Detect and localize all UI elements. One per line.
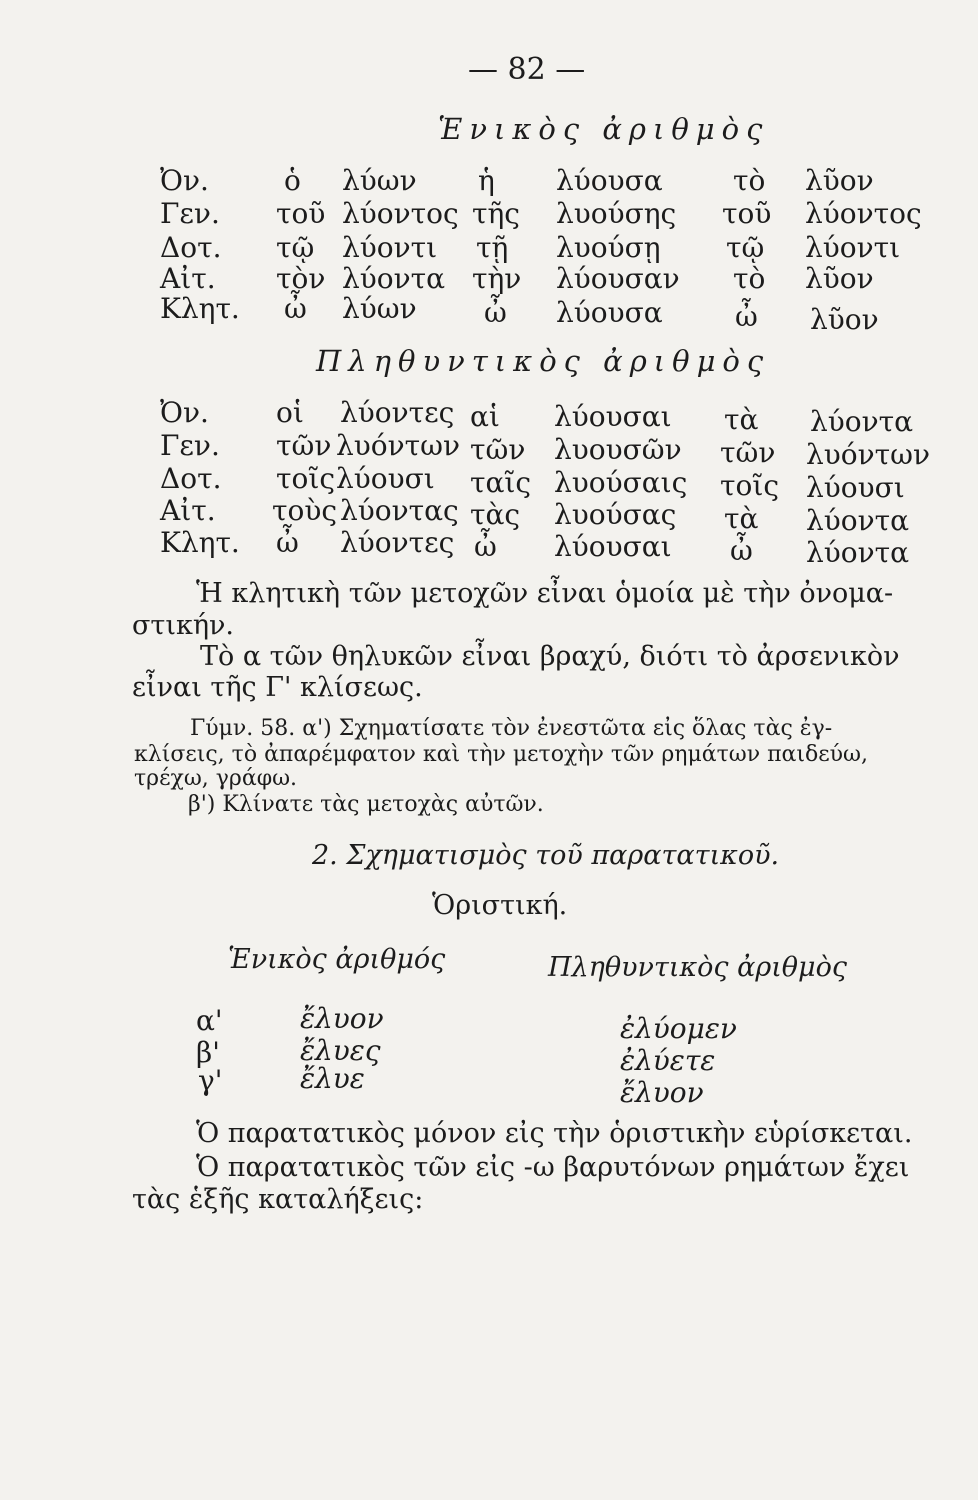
mood-title: Ὁριστική. xyxy=(432,890,568,921)
article: ἡ xyxy=(478,164,495,197)
page-number: — 82 — xyxy=(468,52,586,87)
article: ὦ xyxy=(284,292,307,325)
feminine-form: λύουσαι xyxy=(554,530,672,563)
article: ὁ xyxy=(284,164,301,197)
article: τοῖς xyxy=(720,469,780,502)
article: τῶν xyxy=(276,429,332,462)
article: ὦ xyxy=(735,300,758,333)
article: τὰς xyxy=(470,498,521,531)
exercise-line: Γύμν. 58. α') Σχηματίσατε τὸν ἐνεστῶτα εἰς ὅλας τὰς ἐγ- xyxy=(190,716,833,741)
singular-form: ἔλυες xyxy=(300,1034,381,1067)
article: τῷ xyxy=(726,231,765,264)
neuter-form: λύοντα xyxy=(806,504,910,537)
article: τὰ xyxy=(724,403,759,436)
masculine-form: λύοντας xyxy=(340,494,459,527)
article: αἱ xyxy=(470,400,500,433)
plural-form: ἐλύομεν xyxy=(620,1012,737,1045)
article: ὦ xyxy=(730,534,753,567)
singular-form: ἔλυε xyxy=(300,1062,365,1095)
feminine-form: λυούσας xyxy=(554,498,677,531)
article: τοὺς xyxy=(272,494,338,527)
article: ὦ xyxy=(484,296,507,329)
footer-line: Ὁ παρατατικὸς μόνον εἰς τὴν ὁριστικὴν εὑρίσκεται. xyxy=(196,1118,913,1149)
feminine-form: λύουσα xyxy=(556,164,663,197)
neuter-form: λῦον xyxy=(810,303,879,336)
case-label: Αἰτ. xyxy=(160,494,216,527)
note-paragraph-1: Ἡ κλητικὴ τῶν μετοχῶν εἶναι ὁμοία μὲ τὴν ὀνομα- xyxy=(196,578,894,609)
plural-subheading: Πληθυντικὸς ἀριθμὸς xyxy=(548,952,847,983)
neuter-form: λύοντα xyxy=(806,536,910,569)
article: ταῖς xyxy=(470,466,532,499)
person-label: γ' xyxy=(198,1064,223,1097)
exercise-line: κλίσεις, τὸ ἀπαρέμφατον καὶ τὴν μετοχὴν τῶν ρημάτων παιδεύω, xyxy=(134,742,868,767)
feminine-form: λυούσῃ xyxy=(556,231,661,264)
exercise-line: β') Κλίνατε τὰς μετοχὰς αὐτῶν. xyxy=(188,792,544,817)
article: τὴν xyxy=(472,262,522,295)
singular-subheading: Ἑνικὸς ἀριθμός xyxy=(228,944,446,975)
case-label: Ὀν. xyxy=(160,396,209,429)
section-title: 2. Σχηματισμὸς τοῦ παρατατικοῦ. xyxy=(312,840,780,871)
article: τῇ xyxy=(476,231,509,264)
note-paragraph-2-cont: εἶναι τῆς Γ' κλίσεως. xyxy=(132,672,423,703)
exercise-line: τρέχω, γράφω. xyxy=(134,766,298,791)
article: τοῦ xyxy=(722,197,772,230)
footer-line: τὰς ἑξῆς καταλήξεις: xyxy=(132,1184,424,1215)
article: τῆς xyxy=(472,197,520,230)
masculine-form: λυόντων xyxy=(336,429,460,462)
case-label: Αἰτ. xyxy=(160,262,216,295)
neuter-form: λύουσι xyxy=(806,471,905,504)
neuter-form: λύοντος xyxy=(805,197,922,230)
article: τὸν xyxy=(276,262,326,295)
neuter-form: λύοντι xyxy=(805,231,901,264)
article: οἱ xyxy=(276,396,304,429)
article: τοῦ xyxy=(276,197,326,230)
feminine-form: λύουσαν xyxy=(556,262,680,295)
article: ὦ xyxy=(474,530,497,563)
feminine-form: λύουσαι xyxy=(554,400,672,433)
masculine-form: λύοντες xyxy=(340,526,455,559)
masculine-form: λύοντες xyxy=(340,396,455,429)
masculine-form: λύουσι xyxy=(336,462,435,495)
note-paragraph-2: Τὸ α τῶν θηλυκῶν εἶναι βραχύ, διότι τὸ ἀρσενικὸν xyxy=(200,641,900,672)
feminine-form: λυούσαις xyxy=(554,466,688,499)
article: τὸ xyxy=(733,262,766,295)
neuter-form: λῦον xyxy=(805,164,874,197)
singular-form: ἔλυον xyxy=(300,1002,384,1035)
masculine-form: λύοντα xyxy=(342,262,446,295)
case-label: Δοτ. xyxy=(160,231,222,264)
case-label: Γεν. xyxy=(160,429,220,462)
masculine-form: λύοντι xyxy=(342,231,438,264)
masculine-form: λύοντος xyxy=(342,197,459,230)
masculine-form: λύων xyxy=(342,164,417,197)
person-label: β' xyxy=(196,1036,220,1069)
neuter-form: λύοντα xyxy=(810,405,914,438)
singular-heading: Ἑνικὸς ἀριθμὸς xyxy=(438,112,770,146)
feminine-form: λυουσῶν xyxy=(554,433,682,466)
feminine-form: λύουσα xyxy=(556,296,663,329)
article: τὰ xyxy=(724,502,759,535)
case-label: Κλητ. xyxy=(160,526,240,559)
article: ὦ xyxy=(276,526,299,559)
case-label: Δοτ. xyxy=(160,462,222,495)
case-label: Κλητ. xyxy=(160,292,240,325)
feminine-form: λυούσης xyxy=(556,197,677,230)
neuter-form: λυόντων xyxy=(806,438,930,471)
masculine-form: λύων xyxy=(342,292,417,325)
note-paragraph-1-cont: στικήν. xyxy=(132,610,235,641)
case-label: Ὀν. xyxy=(160,164,209,197)
neuter-form: λῦον xyxy=(805,262,874,295)
footer-line: Ὁ παρατατικὸς τῶν εἰς -ω βαρυτόνων ρημάτων ἔχει xyxy=(196,1152,910,1183)
article: τὸ xyxy=(733,164,766,197)
case-label: Γεν. xyxy=(160,197,220,230)
plural-form: ἐλύετε xyxy=(620,1044,716,1077)
plural-form: ἔλυον xyxy=(620,1076,704,1109)
article: τῶν xyxy=(720,436,776,469)
person-label: α' xyxy=(196,1004,223,1037)
article: τῷ xyxy=(276,231,315,264)
article: τῶν xyxy=(470,433,526,466)
plural-heading: Πληθυντικὸς ἀριθμὸς xyxy=(316,344,771,378)
article: τοῖς xyxy=(276,462,336,495)
